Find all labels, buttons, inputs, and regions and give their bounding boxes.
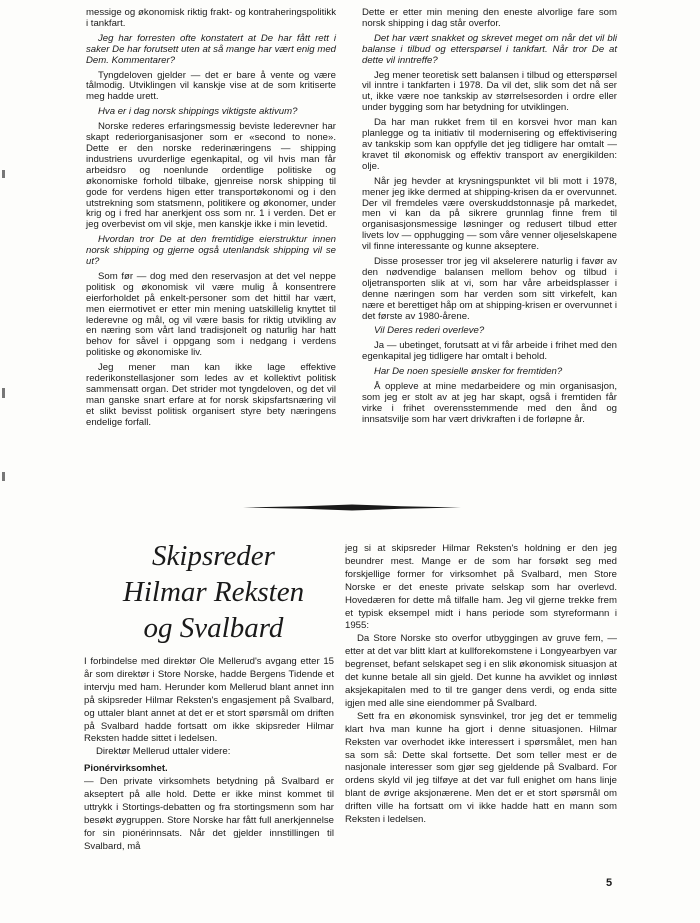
interview-left-column [86, 8, 336, 433]
scan-edge-mark [2, 388, 5, 398]
scan-edge-mark [2, 472, 5, 481]
interview-right-column [362, 8, 617, 430]
interview-answer: Å oppleve at mine medarbeidere og min organisasjon, som jeg er stolt av at jeg har skapt, også i fremtiden får virke i frihet overensstemmende med den ånd og innsatsvilje som har vært drivkraften i de forløpne år. [362, 381, 617, 425]
article-right-column [345, 543, 617, 827]
interview-answer: Disse prosesser tror jeg vil akselerere naturlig i favør av den nødvendige balansen mellom behov og tilbud i oljetransporten slik at vi, som har våre arbeidsplasser i denne næringen som har verden som sitt virkefelt, kan nære et berettiget håp om at shipping-krisen er overvunnet i det første av 1980-årene. [362, 256, 617, 322]
interview-answer: Da har man rukket frem til en korsvei hvor man kan planlegge og ta initiativ til modernisering og effektivisering av tankskip som kan oppfylle det jeg tidligere har omtalt — kravet til økonomisk og effektiv transport av energikilden: olje. [362, 117, 617, 172]
article-title-line: Hilmar Reksten [122, 576, 305, 608]
interview-question: Vil Deres rederi overleve? [374, 325, 485, 337]
interview-answer: Jeg mener man kan ikke lage effektive rederikonstellasjoner som ledes av et kollektivt politisk sammensatt organ. Det strider mot tyngdeloven, og det vil man ganske snart erfare at for norsk skipsfartsnæring vil et slikt bevisst politisk organisert styre bety næringens endelige forfall. [86, 362, 336, 428]
section-divider-rule [243, 504, 461, 511]
page-number: 5 [606, 877, 613, 889]
article-title [96, 538, 331, 646]
article-intro-paragraph: I forbindelse med direktør Ole Mellerud's avgang etter 15 år som direktør i Store Norske, hadde Bergens Tidende et intervju med ham. Herunder kom Mellerud blant annet inn på skipsreder Hilmar Reksten's engasjement på Svalbard, og uttaler blant annet at det er et stort spørsmål om driften på Svalbard hadde fortsatt om ikke skipsreder Hilmar Reksten hadde sittet i ledelsen. [84, 656, 334, 745]
interview-answer: Jeg mener teoretisk sett balansen i tilbud og etterspørsel vil inntre i tankfarten i 1978. Da vil det, slik som det nå ser ut, ikke være noe tankskip av størrelsesorden i ordre eller under bygging som har betydning for utviklingen. [362, 69, 617, 114]
article-title-line: og Svalbard [143, 612, 284, 644]
article-left-column [84, 656, 334, 854]
interview-answer: messige og økonomisk riktig frakt- og kontraheringspolitikk i tankfart. [86, 7, 336, 29]
article-quote-line: Direktør Mellerud uttaler videre: [96, 746, 231, 758]
interview-answer: Tyngdeloven gjelder — det er bare å vente og være tålmodig. Utviklingen vil kanskje vise at de som kritiserte meg hadde urett. [86, 69, 336, 103]
article-body-paragraph: — Den private virksomhets betydning på Svalbard er akseptert på alle hold. Dette er ikke minst kommet til uttrykk i Stortings-debatten og fra stortingsmenn som har besøkt øygruppen. Store Norske har fått full anerkjennelse for sin pionérinnsats. Når det gjelder innstillingen til Svalbard, må [84, 776, 334, 852]
interview-question: Det har vært snakket og skrevet meget om når det vil bli balanse i tilbud og etterspørsel i tankfart. Når tror De at dette vil inntreffe? [362, 32, 617, 66]
article-body-paragraph: Sett fra en økonomisk synsvinkel, tror jeg det er temmelig klart hva man kunne ha gjort i denne situasjonen. Hilmar Reksten var overhodet ikke interessert i spørsmålet, men han sa som så: Dette skal fortsette. Det som teller mest er de nasjonale interesser som gjør seg gjeldende på Svalbard. For ordens skyld vil jeg tilføye at det var full enighet om hans linje blant de øvrige aksjonærene. Men det er et stort spørsmål om driften ville ha fortsatt om vi ikke hadde hatt en mann som Reksten i ledelsen. [345, 710, 617, 826]
interview-answer: Dette er etter min mening den eneste alvorlige fare som norsk shipping i dag står overfor. [362, 7, 617, 29]
article-subheading: Pionérvirksomhet. [84, 763, 168, 775]
interview-answer: Når jeg hevder at krysningspunktet vil bli mott i 1978, mener jeg ikke dermed at shipping-krisen da er overvunnet. Der vil fremdeles være overskuddstonnasje på markedet, men vi kan da på sikrere grunnlag finne frem til organisasjonsmessige løsninger og redusert tilbud etter livets lov — opphugging — som våre venner oljeselskapene vil finne interessante og kunne akseptere. [362, 175, 617, 253]
article-body-paragraph: jeg si at skipsreder Hilmar Reksten's holdning er den jeg beundrer mest. Mange er de som har forsøkt seg med forskjellige former for virksomhet på Svalbard, men Store Norske er det eneste private selskap som har overlevd. Hovedæren for dette må tilfalle ham. Jeg vil gjerne trekke frem et typisk eksempel midt i hans periode som styreformann i 1955: [345, 543, 617, 632]
interview-question: Har De noen spesielle ønsker for fremtiden? [374, 366, 563, 378]
article-body-paragraph: Da Store Norske sto overfor utbyggingen av gruve fem, — etter at det var blitt klart at kullforekomstene i Longyearbyen var begrenset, befant selskapet seg i en slik økonomisk situasjon at det kunne betale all sin gjeld. Det kunne ha avviklet og innløst aksjekapitalen med to til tre ganger dens verdi, og enda sitte igjen med alle sine eiendommer på Svalbard. [345, 633, 617, 709]
interview-answer: Ja — ubetinget, forutsatt at vi får arbeide i frihet med den egenkapital jeg tidligere har omtalt i behold. [362, 340, 617, 363]
interview-answer: Som før — dog med den reservasjon at det vel neppe politisk og økonomisk vil være mulig å konsentrere eierforholdet på enkelt-personer som det hittil har vært, men eiermotivet er etter min mening uatskillelig knyttet til lederevne og mål, og vil være basis for riktig utvikling av en næring som vårt land tradisjonelt og naturlig har hatt behov for såvel i oppgang som i nedgang i verdens politiske og økonomiske liv. [86, 270, 336, 359]
scan-edge-mark [2, 170, 5, 178]
interview-answer: Norske rederes erfaringsmessig beviste lederevner har skapt rederiorganisasjoner som er «second to none». Dette er den norske rederinæringens — shipping industriens uvurderlige egenkapital, og vil hvis man får arbeidsro og noenlunde ordentlige politiske og økonomiske forhold tilbake, gjenreise norsk shipping til gode for verdens higen etter transportøkonomi og i den utstrekning som statsmenn, politikere og økonomer, under krig og i fred har anerkjent oss som nr. 1 i verden. Det er jeg overbevist om vil skje, men kanskje ikke i min levetid. [86, 121, 336, 231]
interview-question: Jeg har forresten ofte konstatert at De har fått rett i saker De har forutsett uten at så mange har vært enig med Dem. Kommentarer? [86, 32, 336, 66]
article-title-line: Skipsreder [152, 540, 275, 572]
interview-question: Hva er i dag norsk shippings viktigste aktivum? [98, 106, 298, 118]
interview-question: Hvordan tror De at den fremtidige eierstruktur innen norsk shipping og gjerne også utenlandsk shipping vil se ut? [86, 234, 336, 268]
